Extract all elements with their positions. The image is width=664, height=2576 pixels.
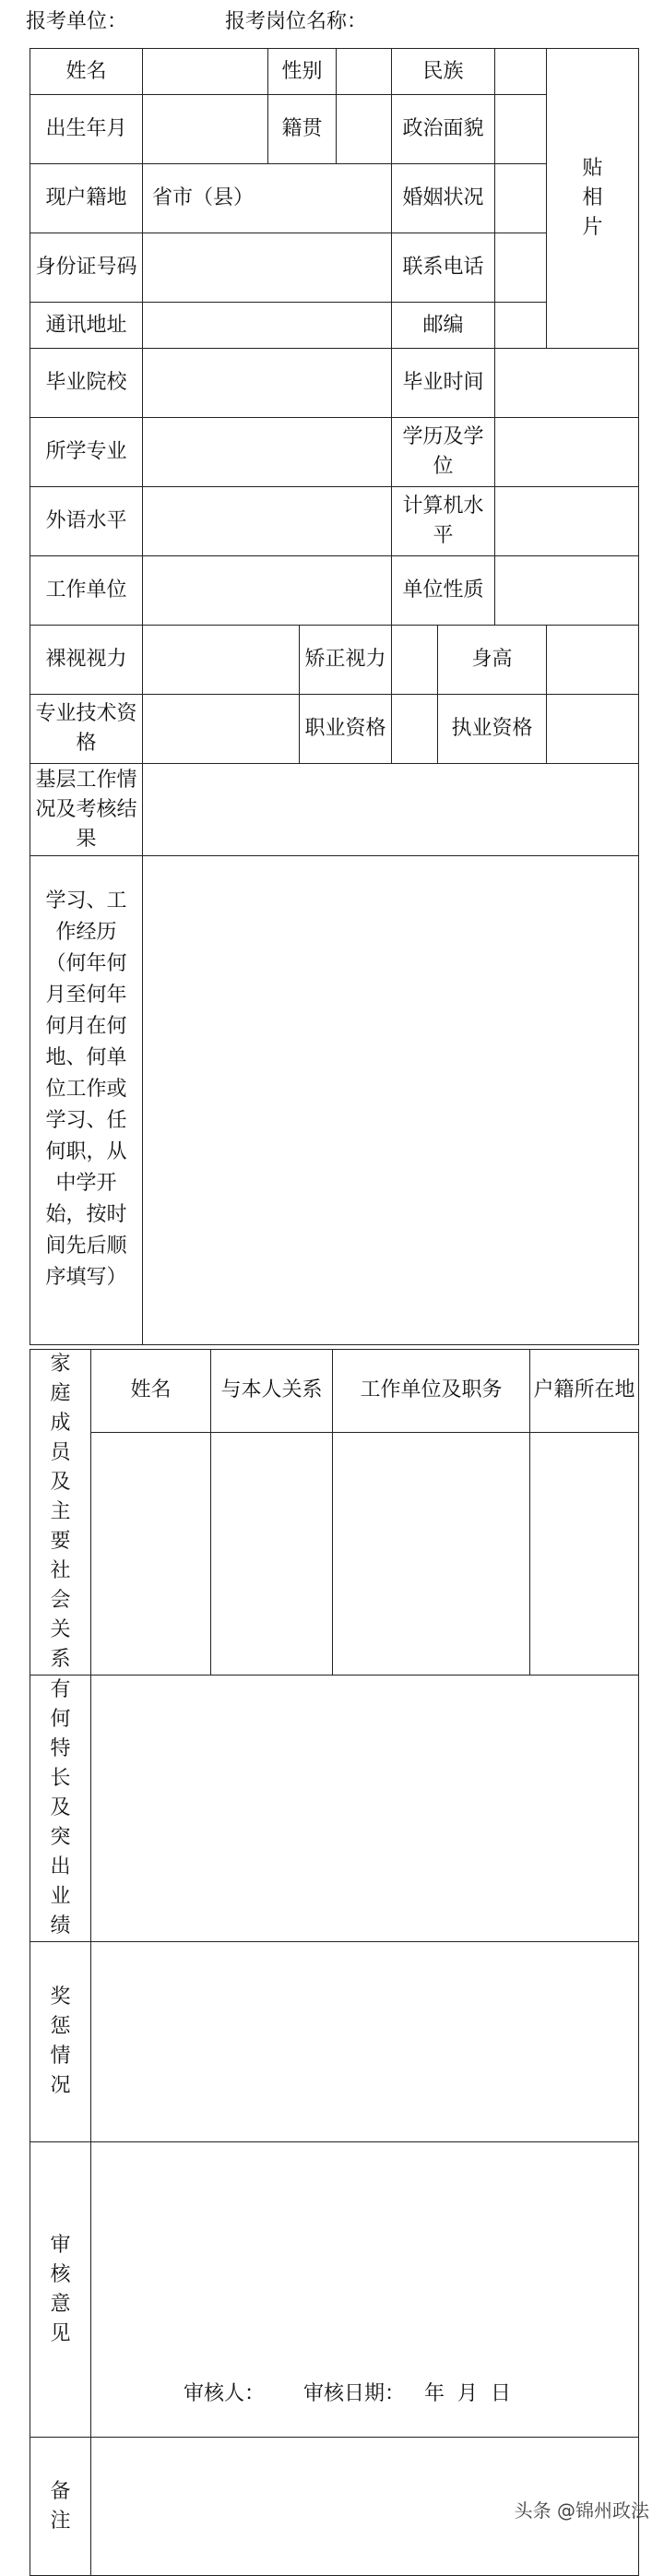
label-tech-title: 专业技术资格	[30, 695, 143, 764]
value-address[interactable]	[143, 303, 392, 349]
family-cell-work[interactable]	[333, 1432, 530, 1675]
value-phone[interactable]	[495, 233, 547, 303]
review-reviewer-label: 审核人：	[184, 2382, 266, 2405]
family-col-name: 姓名	[91, 1350, 211, 1433]
label-rewards: 奖 惩 情 况	[30, 1942, 91, 2142]
value-resume[interactable]	[143, 856, 639, 1345]
value-tech-title[interactable]	[143, 695, 300, 764]
value-postcode[interactable]	[495, 303, 547, 349]
review-date-label: 审核日期：	[302, 2382, 405, 2405]
value-practice-qualification[interactable]	[547, 695, 639, 764]
value-corrected-vision[interactable]	[392, 626, 438, 695]
value-major[interactable]	[143, 418, 392, 487]
label-review: 审 核 意 见	[30, 2142, 91, 2438]
label-job-qualification: 职业资格	[300, 695, 392, 764]
label-degree: 学历及学位	[392, 418, 495, 487]
label-ethnicity: 民族	[392, 49, 495, 95]
label-native: 籍贯	[268, 95, 337, 164]
label-marital: 婚姻状况	[392, 164, 495, 233]
photo-char: 贴	[582, 157, 603, 180]
label-residence: 现户籍地	[30, 164, 143, 233]
value-employer[interactable]	[143, 556, 392, 626]
value-ethnicity[interactable]	[495, 49, 547, 95]
label-family: 家 庭 成 员 及 主 要 社 会 关 系	[30, 1350, 91, 1676]
label-specialty: 有 何 特 长 及 突 出 业 绩	[30, 1676, 91, 1942]
value-birth[interactable]	[143, 95, 268, 164]
value-residence[interactable]: 省市（县）	[143, 164, 392, 233]
photo-char: 相	[582, 186, 603, 209]
value-specialty[interactable]	[91, 1676, 639, 1942]
value-grad-time[interactable]	[495, 349, 639, 418]
family-col-relation: 与本人关系	[211, 1350, 333, 1433]
value-rewards[interactable]	[91, 1942, 639, 2142]
applicant-info-table	[30, 48, 639, 1345]
value-job-qualification[interactable]	[392, 695, 438, 764]
value-review[interactable]	[91, 2142, 639, 2438]
label-naked-vision: 裸视视力	[30, 626, 143, 695]
value-gender[interactable]	[337, 49, 392, 95]
value-computer[interactable]	[495, 487, 639, 556]
label-practice-qualification: 执业资格	[438, 695, 547, 764]
label-language: 外语水平	[30, 487, 143, 556]
header-post-label: 报考岗位名称：	[225, 10, 368, 33]
value-name[interactable]	[143, 49, 268, 95]
photo-char: 片	[582, 216, 603, 239]
label-corrected-vision: 矫正视力	[300, 626, 392, 695]
label-political: 政治面貌	[392, 95, 495, 164]
photo-box[interactable]	[547, 49, 639, 349]
label-height: 身高	[438, 626, 547, 695]
family-col-work: 工作单位及职务	[333, 1350, 530, 1433]
value-political[interactable]	[495, 95, 547, 164]
value-marital[interactable]	[495, 164, 547, 233]
value-naked-vision[interactable]	[143, 626, 300, 695]
label-employer-type: 单位性质	[392, 556, 495, 626]
review-signature-line	[184, 2379, 511, 2409]
label-school: 毕业院校	[30, 349, 143, 418]
family-col-hukou: 户籍所在地	[530, 1350, 639, 1433]
label-grassroots: 基层工作情况及考核结果	[30, 764, 143, 856]
label-phone: 联系电话	[392, 233, 495, 303]
family-cell-relation[interactable]	[211, 1432, 333, 1675]
family-cell-hukou[interactable]	[530, 1432, 639, 1675]
value-height[interactable]	[547, 626, 639, 695]
label-address: 通讯地址	[30, 303, 143, 349]
header-unit-label: 报考单位：	[26, 10, 128, 33]
value-degree[interactable]	[495, 418, 639, 487]
label-employer: 工作单位	[30, 556, 143, 626]
value-school[interactable]	[143, 349, 392, 418]
family-cell-name[interactable]	[91, 1432, 211, 1675]
value-employer-type[interactable]	[495, 556, 639, 626]
label-major: 所学专业	[30, 418, 143, 487]
review-date-units: 年 月 日	[423, 2382, 511, 2405]
label-resume: 学习、工作经历（何年何月至何年何月在何地、何单位工作或学习、任何职，从中学开始，按时间先后顺序填写）	[30, 856, 143, 1345]
label-computer: 计算机水平	[392, 487, 495, 556]
label-postcode: 邮编	[392, 303, 495, 349]
label-name: 姓名	[30, 49, 143, 95]
value-native[interactable]	[337, 95, 392, 164]
value-id-number[interactable]	[143, 233, 392, 303]
label-gender: 性别	[268, 49, 337, 95]
label-grad-time: 毕业时间	[392, 349, 495, 418]
label-remarks: 备 注	[30, 2438, 91, 2576]
label-birth: 出生年月	[30, 95, 143, 164]
value-grassroots[interactable]	[143, 764, 639, 856]
label-id-number: 身份证号码	[30, 233, 143, 303]
value-language[interactable]	[143, 487, 392, 556]
family-review-table	[30, 1349, 639, 2576]
watermark: 头条 @锦州政法	[514, 2499, 649, 2522]
